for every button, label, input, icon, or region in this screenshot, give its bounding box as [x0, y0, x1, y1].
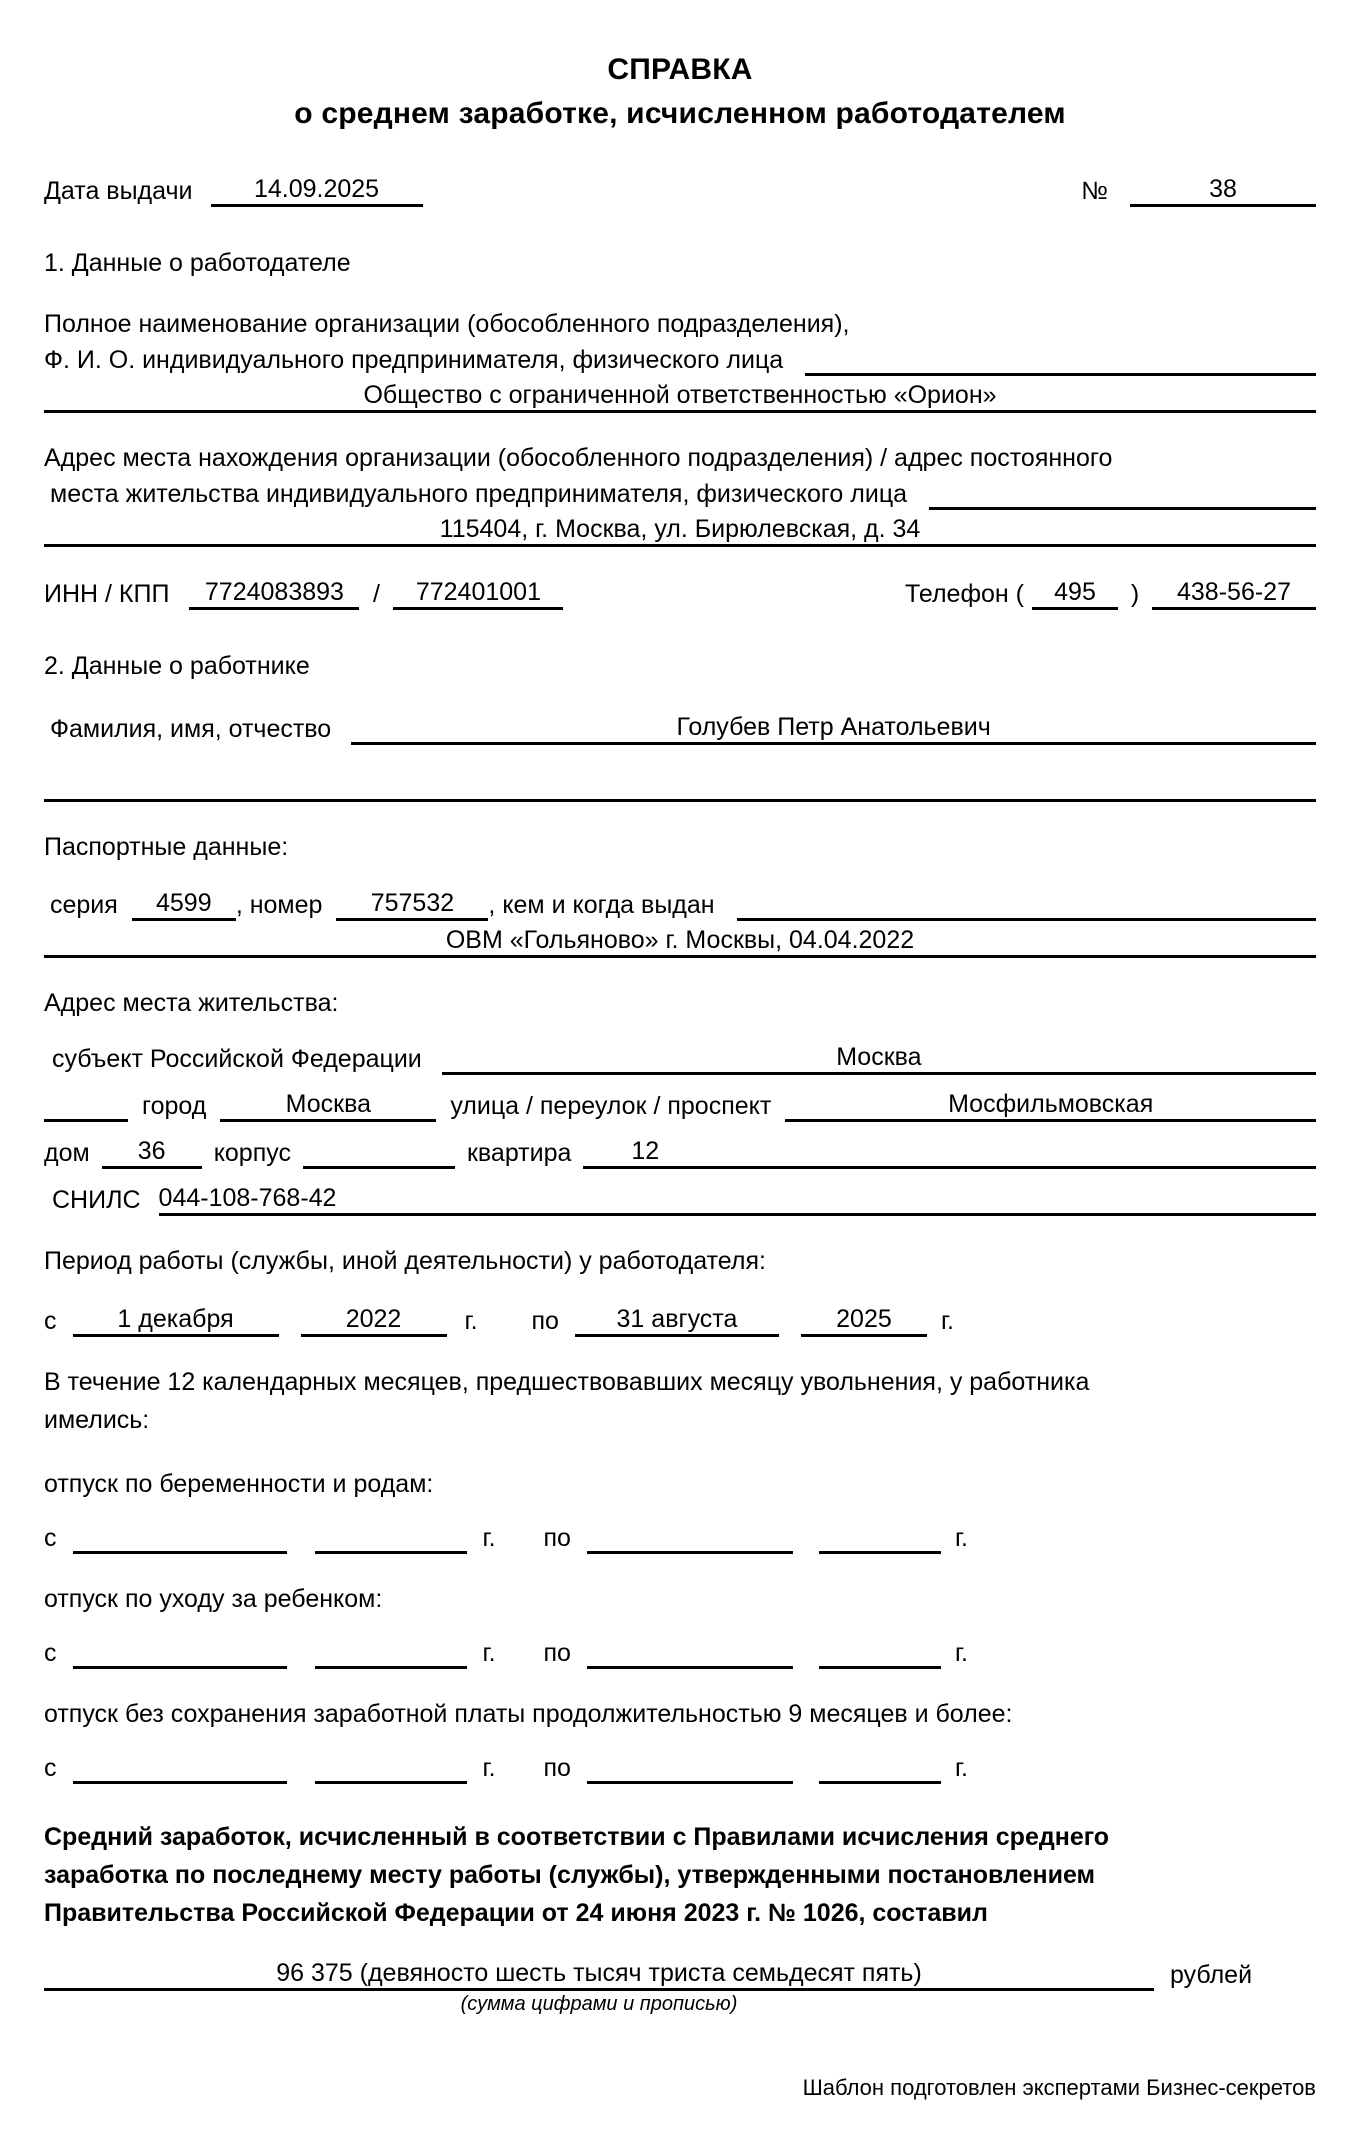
org-name-value-row: [44, 380, 1316, 413]
org-name-label-row-2: [44, 343, 1316, 376]
org-address-field-tail[interactable]: [929, 477, 1316, 510]
leave-maternity-from-year-suffix: г.: [482, 1524, 496, 1552]
leave-childcare-from-day-field[interactable]: [73, 1636, 287, 1669]
passport-issued-label: , кем и когда выдан: [488, 891, 715, 919]
average-earnings-paragraph: [44, 1818, 1316, 1932]
city-street-row: [44, 1089, 1316, 1122]
building-label: корпус: [213, 1139, 291, 1167]
passport-issued-field-tail[interactable]: [737, 888, 1316, 921]
title-line-1: СПРАВКА: [607, 53, 753, 86]
kpp-field[interactable]: 772401001: [393, 577, 563, 610]
phone-number-field[interactable]: 438-56-27: [1152, 577, 1316, 610]
inn-kpp-label: ИНН / КПП: [44, 580, 170, 608]
work-period-to-year-suffix: г.: [940, 1307, 954, 1335]
work-period-to-day-field[interactable]: 31 августа: [575, 1304, 779, 1337]
section-1-heading: 1. Данные о работодателе: [44, 249, 351, 277]
inn-field[interactable]: 7724083893: [189, 577, 359, 610]
city-label: город: [142, 1092, 207, 1120]
issue-date-field[interactable]: 14.09.2025: [211, 174, 423, 207]
leave-maternity-to-year-field[interactable]: [819, 1521, 941, 1554]
org-name-field-tail[interactable]: [805, 343, 1316, 376]
inn-kpp-row: [44, 577, 1316, 610]
average-paragraph-line-2: заработка по последнему месту работы (службы), утвержденными постановлением: [44, 1861, 1096, 1889]
leave-from-label: с: [44, 1754, 57, 1782]
passport-number-label: , номер: [235, 891, 323, 919]
issue-row: [44, 174, 1316, 207]
leave-unpaid-from-year-suffix: г.: [482, 1754, 496, 1782]
template-footer: Шаблон подготовлен экспертами Бизнес-секретов: [802, 2075, 1316, 2100]
work-period-from-year-suffix: г.: [464, 1307, 478, 1335]
residence-heading: Адрес места жительства:: [44, 989, 339, 1017]
amount-caption: (сумма цифрами и прописью): [460, 1993, 738, 2015]
passport-issued-field[interactable]: ОВМ «Гольяново» г. Москвы, 04.04.2022: [44, 925, 1316, 958]
org-address-label-line-2: места жительства индивидуального предпринимателя, физического лица: [50, 480, 908, 508]
leave-unpaid-to-day-field[interactable]: [587, 1751, 793, 1784]
passport-series-label: серия: [50, 891, 118, 919]
leave-title-childcare: отпуск по уходу за ребенком:: [44, 1585, 383, 1613]
org-name-field[interactable]: Общество с ограниченной ответственностью «Орион»: [44, 380, 1316, 413]
work-period-from-day-field[interactable]: 1 декабря: [73, 1304, 279, 1337]
fio-field-line-2[interactable]: [44, 769, 1316, 802]
org-address-field[interactable]: 115404, г. Москва, ул. Бирюлевская, д. 34: [44, 514, 1316, 547]
section-2-heading: 2. Данные о работнике: [44, 652, 310, 680]
house-label: дом: [44, 1139, 90, 1167]
leave-to-label: по: [543, 1639, 571, 1667]
work-period-to-label: по: [531, 1307, 559, 1335]
org-address-value-row: [44, 514, 1316, 547]
average-paragraph-line-1: Средний заработок, исчисленный в соответствии с Правилами исчисления среднего: [44, 1823, 1110, 1851]
snils-field[interactable]: 044-108-768-42: [159, 1183, 1316, 1216]
issue-number-field[interactable]: 38: [1130, 174, 1316, 207]
leave-to-label: по: [543, 1754, 571, 1782]
passport-number-field[interactable]: 757532: [336, 888, 488, 921]
title-line-2: о среднем заработке, исчисленном работодателем: [294, 97, 1066, 130]
subject-row: [44, 1042, 1316, 1075]
org-name-label-line-2: Ф. И. О. индивидуального предпринимателя, физического лица: [44, 346, 784, 374]
leave-from-label: с: [44, 1524, 57, 1552]
leave-unpaid-to-year-field[interactable]: [819, 1751, 941, 1784]
document-title: [44, 0, 1316, 136]
leave-maternity-to-year-suffix: г.: [954, 1524, 968, 1552]
leave-unpaid-to-year-suffix: г.: [954, 1754, 968, 1782]
issue-number-group: [1081, 174, 1316, 207]
issue-date-group: [44, 174, 423, 207]
inn-kpp-separator: /: [372, 580, 380, 608]
issue-date-label: Дата выдачи: [44, 177, 193, 205]
street-label: улица / переулок / проспект: [450, 1092, 772, 1120]
leave-childcare-from-year-field[interactable]: [315, 1636, 467, 1669]
subject-field[interactable]: Москва: [442, 1042, 1316, 1075]
passport-series-field[interactable]: 4599: [132, 888, 236, 921]
org-address-label-line-1: Адрес места нахождения организации (обособленного подразделения) / адрес постоянного: [44, 444, 1113, 472]
work-period-heading: Период работы (службы, иной деятельности) у работодателя:: [44, 1247, 766, 1275]
phone-area-code-field[interactable]: 495: [1032, 577, 1118, 610]
house-field[interactable]: 36: [102, 1136, 202, 1169]
address-blank-field[interactable]: [44, 1089, 128, 1122]
leave-childcare-to-year-suffix: г.: [954, 1639, 968, 1667]
passport-heading: Паспортные данные:: [44, 833, 289, 861]
work-period-from-label: с: [44, 1307, 57, 1335]
currency-label: рублей: [1170, 1961, 1253, 1989]
building-field[interactable]: [303, 1136, 455, 1169]
leave-maternity-from-year-field[interactable]: [315, 1521, 467, 1554]
fio-row: [44, 712, 1316, 745]
org-name-label-line-1: Полное наименование организации (обособленного подразделения),: [44, 310, 850, 338]
leaves-intro-line-1: В течение 12 календарных месяцев, предшествовавших месяцу увольнения, у работника: [44, 1368, 1090, 1396]
amount-field[interactable]: 96 375 (девяносто шесть тысяч триста семьдесят пять): [44, 1958, 1154, 1991]
snils-label: СНИЛС: [52, 1186, 141, 1214]
leave-maternity-from-day-field[interactable]: [73, 1521, 287, 1554]
leave-childcare-to-year-field[interactable]: [819, 1636, 941, 1669]
leave-title-unpaid: отпуск без сохранения заработной платы продолжительностью 9 месяцев и более:: [44, 1700, 1013, 1728]
snils-row: [44, 1183, 1316, 1216]
subject-label: субъект Российской Федерации: [52, 1045, 422, 1073]
leave-maternity-to-day-field[interactable]: [587, 1521, 793, 1554]
passport-issued-value-row: [44, 925, 1316, 958]
fio-label: Фамилия, имя, отчество: [50, 715, 332, 743]
passport-row: [44, 888, 1316, 921]
house-flat-row: [44, 1136, 1316, 1169]
city-field[interactable]: Москва: [220, 1089, 436, 1122]
leave-from-label: с: [44, 1639, 57, 1667]
leave-to-label: по: [543, 1524, 571, 1552]
leave-childcare-from-year-suffix: г.: [482, 1639, 496, 1667]
leave-row-childcare: [44, 1636, 1316, 1669]
amount-row: [44, 1958, 1316, 1991]
leave-unpaid-from-day-field[interactable]: [73, 1751, 287, 1784]
flat-field[interactable]: 12: [583, 1136, 1316, 1169]
average-paragraph-line-3: Правительства Российской Федерации от 24 июня 2023 г. № 1026, составил: [44, 1899, 988, 1927]
org-address-label-row-2: [44, 477, 1316, 510]
phone-paren-close: ): [1130, 580, 1140, 608]
fio-row-continuation: [44, 769, 1316, 802]
street-field[interactable]: Мосфильмовская: [785, 1089, 1316, 1122]
work-period-to-year-field[interactable]: 2025: [801, 1304, 927, 1337]
phone-label: Телефон (: [905, 580, 1024, 608]
issue-number-label: №: [1081, 177, 1108, 205]
work-period-from-year-field[interactable]: 2022: [301, 1304, 447, 1337]
leave-childcare-to-day-field[interactable]: [587, 1636, 793, 1669]
flat-label: квартира: [466, 1139, 572, 1167]
leaves-intro-line-2: имелись:: [44, 1406, 150, 1434]
work-period-row: [44, 1304, 1316, 1337]
leave-row-unpaid: [44, 1751, 1316, 1784]
fio-field[interactable]: Голубев Петр Анатольевич: [351, 712, 1316, 745]
leave-row-maternity: [44, 1521, 1316, 1554]
leave-unpaid-from-year-field[interactable]: [315, 1751, 467, 1784]
leave-title-maternity: отпуск по беременности и родам:: [44, 1470, 434, 1498]
